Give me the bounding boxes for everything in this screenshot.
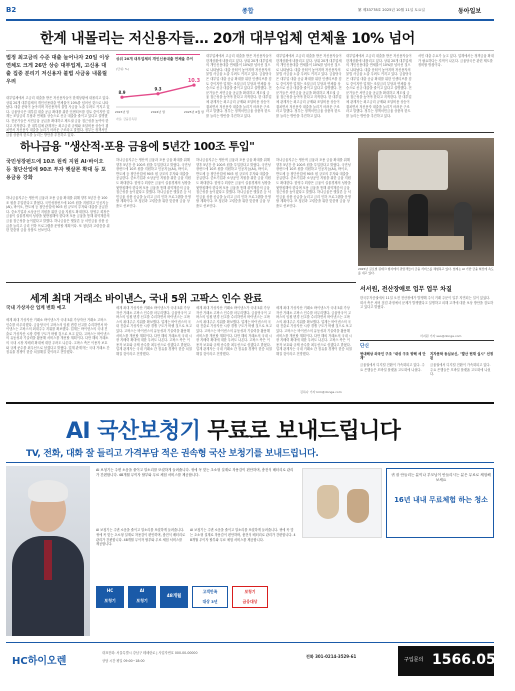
- photo-hair: [28, 480, 68, 502]
- article3-body-col2: 세계 최대 가상자산 거래소 바이낸스가 국내 5위 가상자산 거래소 고팍스 인수를 마무리했다. 금융당국이 고팍스의 임원 변경 신고를 수리하면서 바이낸스는 고팍스의 최대주주 지위를 확보했다. 업계는 바이낸스의 국내 진출로 가상자산 시장 경쟁 구도가 바뀔 것으로 보고 있다. 고팍스는 바이낸스의 유동성과 기술력을 활용해 서비스를 개선할 계획이다. 다만 해외 거래소의 국내 시장 지배력 확대에 대한 우려도 나온다. 고팍스 측은 이용자 보호와 규제 준수를 최우선으로 삼겠다고 밝혔다. 업계 관계자는 국내 거래소 간 점유율 경쟁이 한층 치열해질 것이라고 전망했다.: [116, 306, 192, 356]
- article2-headline: 하나금융 "생산적·포용 금융에 5년간 100조 투입": [20, 140, 255, 153]
- brief2-body: 금융권에서 디지털 전환이 가속화되고 있다. 주요 은행들은 모바일 플랫폼 고도화에 나섰다.: [430, 363, 491, 377]
- brief1-title: 현대해상 외국인 구조 "대성 구조 향해 세 단계": [360, 352, 426, 361]
- product-device-2: [347, 489, 369, 523]
- product-device-1: [317, 485, 339, 519]
- photo-table: [388, 236, 464, 250]
- ad-top-rule: [6, 402, 494, 404]
- article1-body-col2: 대부업체에서 고금리 대출을 받은 저신용자들이 한계상황에 내몰리고 있다. 상위 20개 대부업체의 개인신용대출 연체율이 10%를 넘어선 것으로 나타났다. 대출 문턱이 높아지며 저신용자의 불법 사금융 노출 우려도 커지고 있다. 금융당국은 대부업 대출 공급 확대를 위한 인센티브를 검토 중이지만 업계는 조달금리 부담과 연체율 상승으로 신규 대출을 줄이고 있다고 설명했다. 전문가들은 서민금융 공급을 확대하고 제도권 금융 접근성을 높여야 한다고 지적한다. 한 대부업체 관계자는 최고금리 규제와 조달비용 상승이 겹치면서 저신용자 대출을 늘리기 어려운 구조라고 말했다. 정부는 정책서민금융 상품의 한도를 늘리는 방안을 추진하고 있다.: [206, 54, 272, 118]
- ad-subtitle-highlight: 권속형 국산 보청기를 보내드립니다.: [180, 449, 319, 459]
- header-rule: [6, 19, 494, 21]
- chart-data-label: 8.9: [118, 90, 126, 96]
- ad-phone-label: 구입문의: [404, 657, 424, 663]
- chart-plot: [114, 71, 205, 115]
- byline-article2: 서지원 기자 seo@donga.com: [420, 334, 462, 338]
- ad-phone-number: 1566.0517: [432, 652, 515, 668]
- ad-badge-48: 48개월: [160, 586, 188, 608]
- ad-footer-rule: [6, 642, 494, 643]
- article1-bottom-rule: [6, 132, 494, 133]
- ad-body-text-3: AI 보청기는 주변 소음을 줄이고 말소리를 또렷하게 들려줍니다. 귀에 꼭 맞는 초소형 설계로 착용감이 편안하며, 충전식 배터리로 관리가 간편합니다. 48개월 무이자 할부와 무료 체험 서비스를 제공합니다.: [190, 528, 296, 542]
- ad-free-trial-sub: 귀 잘 안들리는 분이나 부모님이 안들리시는 분은 무료로 체험해 보세요: [391, 473, 491, 482]
- ad-subtitle: [26, 446, 486, 459]
- ad-title-suffix: 무료로 보내드립니다: [200, 419, 401, 444]
- ad-title: [66, 414, 466, 445]
- ad-body-text-2: AI 보청기는 주변 소음을 줄이고 말소리를 또렷하게 들려줍니다. 귀에 꼭 맞는 초소형 설계로 착용감이 편안하며, 충전식 배터리로 관리가 간편합니다. 48개월 무이자 할부와 무료 체험 서비스를 제공합니다.: [96, 528, 186, 547]
- byline-article3: 김하나 기자 kim@donga.com: [300, 390, 342, 394]
- chart-x-tick-label: 2025년 6월 말: [183, 110, 205, 114]
- article2-bottom-rule: [6, 282, 356, 283]
- ad-badge-ai: AI 보청기: [128, 586, 156, 608]
- chart-data-label: 10.3: [187, 78, 201, 85]
- article3-body-col3: 세계 최대 가상자산 거래소 바이낸스가 국내 5위 가상자산 거래소 고팍스 인수를 마무리했다. 금융당국이 고팍스의 임원 변경 신고를 수리하면서 바이낸스는 고팍스의 최대주주 지위를 확보했다. 업계는 바이낸스의 국내 진출로 가상자산 시장 경쟁 구도가 바뀔 것으로 보고 있다. 고팍스는 바이낸스의 유동성과 기술력을 활용해 서비스를 개선할 계획이다. 다만 해외 거래소의 국내 시장 지배력 확대에 대한 우려도 나온다. 고팍스 측은 이용자 보호와 규제 준수를 최우선으로 삼겠다고 밝혔다. 업계 관계자는 국내 거래소 간 점유율 경쟁이 한층 치열해질 것이라고 전망했다.: [196, 306, 272, 356]
- chart-x-tick-label: 2023년 말: [114, 110, 130, 114]
- sidebar-top-text: 서민 대출 수요가 늘고 있다. 업계에서는 정책금융 확대가 필요하다는 지적이 나온다. 금융당국은 관련 제도를 정비할 방침이다.: [418, 54, 494, 68]
- ad-free-trial-box: [386, 468, 494, 538]
- article2-photo: [358, 138, 494, 266]
- page-number: B2: [6, 6, 17, 14]
- photo-person-1: [370, 198, 388, 248]
- article1-headline: 한계 내몰리는 저신용자들… 20개 대부업체 연체율 10% 넘어: [40, 31, 415, 47]
- article3-body-col1: 세계 최대 가상자산 거래소 바이낸스가 국내 5위 가상자산 거래소 고팍스 인수를 마무리했다. 금융당국이 고팍스의 임원 변경 신고를 수리하면서 바이낸스는 고팍스의 최대주주 지위를 확보했다. 업계는 바이낸스의 국내 진출로 가상자산 시장 경쟁 구도가 바뀔 것으로 보고 있다. 고팍스는 바이낸스의 유동성과 기술력을 활용해 서비스를 개선할 계획이다. 다만 해외 거래소의 국내 시장 지배력 확대에 대한 우려도 나온다. 고팍스 측은 이용자 보호와 규제 준수를 최우선으로 삼겠다고 밝혔다. 업계 관계자는 국내 거래소 간 점유율 경쟁이 한층 치열해질 것이라고 전망했다.: [6, 318, 110, 355]
- article3-headline: 세계 최대 거래소 바이낸스, 국내 5위 고팍스 인수 완료: [30, 294, 263, 305]
- article1-body-col3: 대부업체에서 고금리 대출을 받은 저신용자들이 한계상황에 내몰리고 있다. 상위 20개 대부업체의 개인신용대출 연체율이 10%를 넘어선 것으로 나타났다. 대출 문턱이 높아지며 저신용자의 불법 사금융 노출 우려도 커지고 있다. 금융당국은 대부업 대출 공급 확대를 위한 인센티브를 검토 중이지만 업계는 조달금리 부담과 연체율 상승으로 신규 대출을 줄이고 있다고 설명했다. 전문가들은 서민금융 공급을 확대하고 제도권 금융 접근성을 높여야 한다고 지적한다. 한 대부업체 관계자는 최고금리 규제와 조달비용 상승이 겹치면서 저신용자 대출을 늘리기 어려운 구조라고 말했다. 정부는 정책서민금융 상품의 한도를 늘리는 방안을 추진하고 있다.: [276, 54, 342, 118]
- article1-chart: [114, 54, 205, 126]
- ad-subtitle-main: TV, 전화, 대화 잘 들리고 가격부담 적은: [26, 449, 181, 459]
- ad-free-trial-title: 16년 내내 무료체험 하는 청소: [394, 496, 488, 504]
- ad-sub-phone: 전화 301-0214-3529-61: [306, 654, 357, 659]
- ad-hours: 상담 시간 평일 09:00~18:00: [102, 659, 145, 663]
- chart-unit: (단위: %): [116, 67, 129, 71]
- photo-tent: [378, 150, 448, 190]
- section-label: 종합: [242, 8, 254, 15]
- ad-spokesperson-photo: [6, 466, 90, 636]
- photo-tie: [44, 540, 52, 580]
- ad-address: 대표전화: 서울특별시 강남구 테헤란로 | 사업자번호 000-00-00000: [102, 651, 198, 655]
- article1-body-col1: 대부업체에서 고금리 대출을 받은 저신용자들이 한계상황에 내몰리고 있다. 상위 20개 대부업체의 개인신용대출 연체율이 10%를 넘어선 것으로 나타났다. 대출 문턱이 높아지며 저신용자의 불법 사금융 노출 우려도 커지고 있다. 금융당국은 대부업 대출 공급 확대를 위한 인센티브를 검토 중이지만 업계는 조달금리 부담과 연체율 상승으로 신규 대출을 줄이고 있다고 설명했다. 전문가들은 서민금융 공급을 확대하고 제도권 금융 접근성을 높여야 한다고 지적한다. 한 대부업체 관계자는 최고금리 규제와 조달비용 상승이 겹치면서 저신용자 대출을 늘리기 어려운 구조라고 말했다. 정부는 정책서민금융 상품의 한도를 늘리는 방안을 추진하고 있다.: [6, 96, 110, 137]
- sidebar-column-headline: 서서원, 전산장애로 업무 업무 차질: [360, 286, 452, 293]
- article3-lede: 국내 가상자산 업계 변화 예고: [6, 306, 66, 311]
- ad-container: [6, 406, 515, 686]
- page-header: [6, 4, 494, 18]
- article1-lede: 법정 최고금리 수준 대출 늘어나자 20일 이상 연체도 크게 26만 상승 대부업계, 고신용 대출 집중 분리기 저신용자 불법 사금융 내몰릴 우려: [6, 55, 110, 85]
- chart-point: [156, 92, 159, 95]
- chart-point: [120, 96, 123, 99]
- ad-badge-award: 고객만족 대상 3년: [192, 586, 228, 608]
- brief1-body: 금융권에서 디지털 전환이 가속화되고 있다. 주요 은행들은 모바일 플랫폼 고도화에 나섰다.: [360, 363, 425, 372]
- brief-section-title: 단신: [360, 344, 369, 349]
- chart-data-label: 9.3: [154, 86, 162, 92]
- article1-body-col4: 대부업체에서 고금리 대출을 받은 저신용자들이 한계상황에 내몰리고 있다. 상위 20개 대부업체의 개인신용대출 연체율이 10%를 넘어선 것으로 나타났다. 대출 문턱이 높아지며 저신용자의 불법 사금융 노출 우려도 커지고 있다. 금융당국은 대부업 대출 공급 확대를 위한 인센티브를 검토 중이지만 업계는 조달금리 부담과 연체율 상승으로 신규 대출을 줄이고 있다고 설명했다. 전문가들은 서민금융 공급을 확대하고 제도권 금융 접근성을 높여야 한다고 지적한다. 한 대부업체 관계자는 최고금리 규제와 조달비용 상승이 겹치면서 저신용자 대출을 늘리기 어려운 구조라고 말했다. 정부는 정책서민금융 상품의 한도를 늘리는 방안을 추진하고 있다.: [346, 54, 412, 118]
- ad-badge-hc: HC 보청기: [96, 586, 124, 608]
- brief-top-rule: [360, 340, 494, 341]
- article3-body-col4: 세계 최대 가상자산 거래소 바이낸스가 국내 5위 가상자산 거래소 고팍스 인수를 마무리했다. 금융당국이 고팍스의 임원 변경 신고를 수리하면서 바이낸스는 고팍스의 최대주주 지위를 확보했다. 업계는 바이낸스의 국내 진출로 가상자산 시장 경쟁 구도가 바뀔 것으로 보고 있다. 고팍스는 바이낸스의 유동성과 기술력을 활용해 서비스를 개선할 계획이다. 다만 해외 거래소의 국내 시장 지배력 확대에 대한 우려도 나온다. 고팍스 측은 이용자 보호와 규제 준수를 최우선으로 삼겠다고 밝혔다. 업계 관계자는 국내 거래소 간 점유율 경쟁이 한층 치열해질 것이라고 전망했다.: [276, 306, 352, 356]
- paper-name: 동아일보: [458, 8, 482, 15]
- issue-meta: 第 제33778호 2025년 10월 11일 토요일: [358, 8, 425, 12]
- article2-body-col3: 하나금융지주는 생산적 금융과 포용 금융 확대를 위해 향후 5년간 총 100조 원을 투입한다고 밝혔다. 국민성장펀드에 10조 원을 지원하고 인공지능(AI), 바이오, 반도체 등 첨단산업에 90조 원 규모의 투자와 대출을 공급한다. 중소기업과 소상공인 지원을 위한 금융 지원도 확대한다. 함영주 회장은 금융이 실물경제의 성장을 뒷받침해야 한다며 포용 금융을 통해 취약계층의 금융 접근성을 높이겠다고 말했다. 하나금융은 햇살론 등 서민금융 상품 공급을 늘리고 금리 인하 프로그램을 운영할 계획이다. 또 청년과 고령층을 위한 맞춤형 금융 상품도 선보인다.: [196, 158, 271, 208]
- ad-sub-rule: [6, 462, 494, 463]
- sidebar-column-body: 한국투자증권에서 11일 오전 전산장애가 발생해 주식 거래 주문이 일부 지연되는 일이 있었다. 회사 측은 서버 점검 과정에서 문제가 발생했다고 설명하고 피해 고객에 대한 보상 방안을 검토하고 있다고 밝혔다.: [360, 296, 494, 310]
- ad-body-text: AI 보청기는 주변 소음을 줄이고 말소리를 또렷하게 들려줍니다. 귀에 꼭 맞는 초소형 설계로 착용감이 편안하며, 충전식 배터리로 관리가 간편합니다. 48개월 무이자 할부와 무료 체험 서비스를 제공합니다.: [96, 468, 294, 477]
- article2-body-col2: 하나금융지주는 생산적 금융과 포용 금융 확대를 위해 향후 5년간 총 100조 원을 투입한다고 밝혔다. 국민성장펀드에 10조 원을 지원하고 인공지능(AI), 바이오, 반도체 등 첨단산업에 90조 원 규모의 투자와 대출을 공급한다. 중소기업과 소상공인 지원을 위한 금융 지원도 확대한다. 함영주 회장은 금융이 실물경제의 성장을 뒷받침해야 한다며 포용 금융을 통해 취약계층의 금융 접근성을 높이겠다고 말했다. 하나금융은 햇살론 등 서민금융 상품 공급을 늘리고 금리 인하 프로그램을 운영할 계획이다. 또 청년과 고령층을 위한 맞춤형 금융 상품도 선보인다.: [116, 158, 191, 208]
- chart-x-tick-label: 2024년 말: [150, 110, 166, 114]
- ad-phone-box[interactable]: [398, 646, 515, 676]
- chart-source: 자료: 금융감독원: [116, 117, 137, 121]
- brief2-title: 지자문학 동심보신, "발산 현재 실시" 선정된: [430, 352, 494, 361]
- chart-title: 상위 20개 대부업체의 개인신용대출 연체율 추이: [116, 57, 194, 61]
- article1-headline-rule: [6, 50, 494, 51]
- article2-body-col1: 하나금융지주는 생산적 금융과 포용 금융 확대를 위해 향후 5년간 총 100조 원을 투입한다고 밝혔다. 국민성장펀드에 10조 원을 지원하고 인공지능(AI), 바이오, 반도체 등 첨단산업에 90조 원 규모의 투자와 대출을 공급한다. 중소기업과 소상공인 지원을 위한 금융 지원도 확대한다. 함영주 회장은 금융이 실물경제의 성장을 뒷받침해야 한다며 포용 금융을 통해 취약계층의 금융 접근성을 높이겠다고 말했다. 하나금융은 햇살론 등 서민금융 상품 공급을 늘리고 금리 인하 프로그램을 운영할 계획이다. 또 청년과 고령층을 위한 맞춤형 금융 상품도 선보인다.: [6, 196, 110, 233]
- ad-product-image: [302, 468, 382, 538]
- ad-company-logo: HC하이오렌: [12, 656, 67, 667]
- article2-photo-caption: 2025년 글로벌 핀테크 행사에서 관람객들이 금융 서비스를 체험하고 있다. 업계는 AI 기반 금융 혁신에 속도를 내고 있다.: [358, 267, 494, 275]
- article2-lede: 국민성장펀드에 10조 원씩 지원 AI·바이오 등 첨단산업에 90조 투자 햇살론 확대 등 포용금융 강화: [6, 159, 107, 181]
- ad-title-prefix: AI 국산보청기: [66, 419, 201, 444]
- article2-body-col4: 하나금융지주는 생산적 금융과 포용 금융 확대를 위해 향후 5년간 총 100조 원을 투입한다고 밝혔다. 국민성장펀드에 10조 원을 지원하고 인공지능(AI), 바이오, 반도체 등 첨단산업에 90조 원 규모의 투자와 대출을 공급한다. 중소기업과 소상공인 지원을 위한 금융 지원도 확대한다. 함영주 회장은 금융이 실물경제의 성장을 뒷받침해야 한다며 포용 금융을 통해 취약계층의 금융 접근성을 높이겠다고 말했다. 하나금융은 햇살론 등 서민금융 상품 공급을 늘리고 금리 인하 프로그램을 운영할 계획이다. 또 청년과 고령층을 위한 맞춤형 금융 상품도 선보인다.: [276, 158, 351, 208]
- ad-badge-finance: 보청기 금융대상: [232, 586, 268, 608]
